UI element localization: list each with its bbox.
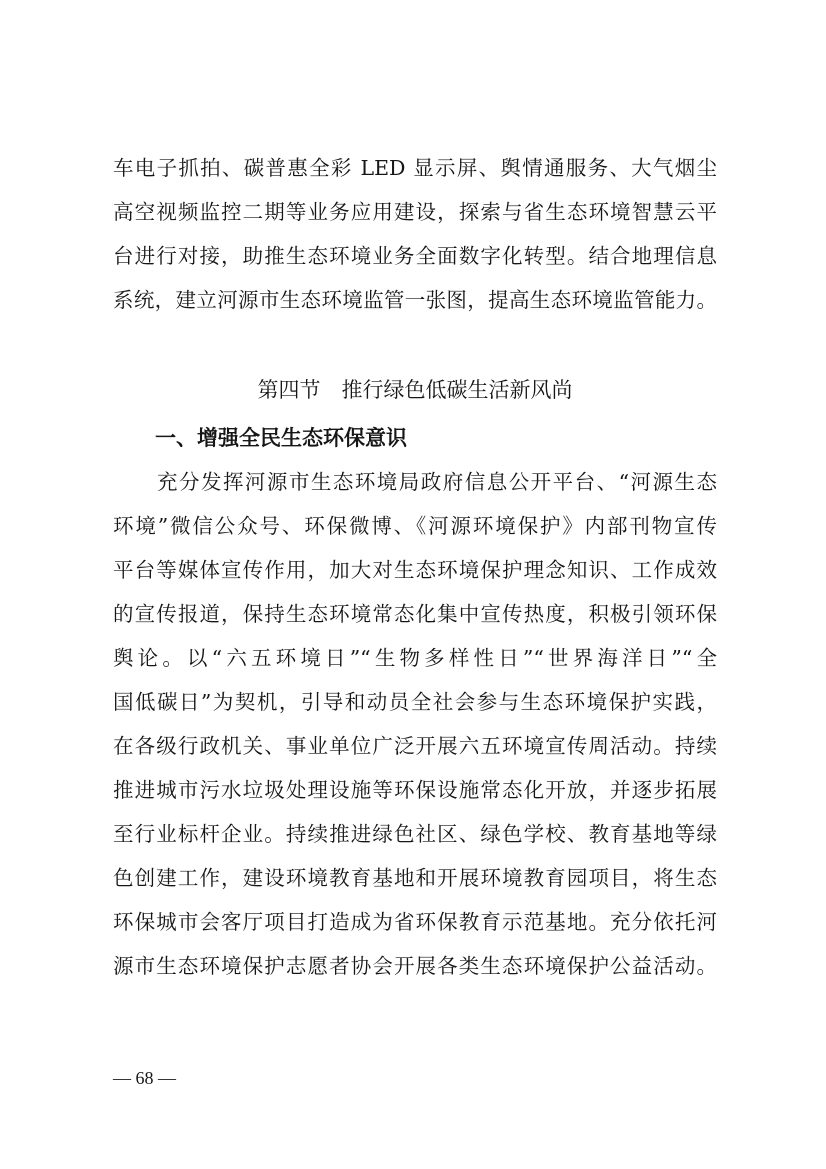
text-line: 环境”微信公众号、环保微博、《河源环境保护》内部刊物宣传 <box>113 514 717 538</box>
text-line: 色创建工作，建设环境教育基地和开展环境教育园项目，将生态 <box>113 866 717 890</box>
text-line: 国低碳日”为契机，引导和动员全社会参与生态环境保护实践， <box>113 690 717 714</box>
text-line: 平台等媒体宣传作用，加大对生态环境保护理念知识、工作成效 <box>113 558 717 582</box>
text-line: 在各级行政机关、事业单位广泛开展六五环境宣传周活动。持续 <box>113 734 717 758</box>
text-line: 至行业标杆企业。持续推进绿色社区、绿色学校、教育基地等绿 <box>113 822 717 846</box>
text-line: 的宣传报道，保持生态环境常态化集中宣传热度，积极引领环保 <box>113 602 717 626</box>
subheading: 一、增强全民生态环保意识 <box>155 426 407 450</box>
paragraph <box>113 460 717 988</box>
text-line: 系统，建立河源市生态环境监管一张图，提高生态环境监管能力。 <box>113 288 717 312</box>
section-heading: 第四节 推行绿色低碳生活新风尚 <box>257 378 573 402</box>
page-number: — 68 — <box>113 1068 176 1088</box>
text-line: 充分发挥河源市生态环境局政府信息公开平台、“河源生态 <box>157 470 717 494</box>
text-line: 环保城市会客厅项目打造成为省环保教育示范基地。充分依托河 <box>113 910 717 934</box>
text-line: 台进行对接，助推生态环境业务全面数字化转型。结合地理信息 <box>113 244 717 268</box>
text-line: 舆论。以“六五环境日”“生物多样性日”“世界海洋日”“全 <box>113 646 717 670</box>
text-line: 推进城市污水垃圾处理设施等环保设施常态化开放，并逐步拓展 <box>113 778 717 802</box>
text-line: 车电子抓拍、碳普惠全彩 LED 显示屏、舆情通服务、大气烟尘 <box>113 156 717 180</box>
text-line: 源市生态环境保护志愿者协会开展各类生态环境保护公益活动。 <box>113 954 717 978</box>
continued-paragraph <box>113 146 717 322</box>
text-line: 高空视频监控二期等业务应用建设，探索与省生态环境智慧云平 <box>113 200 717 224</box>
body-text <box>113 146 717 988</box>
